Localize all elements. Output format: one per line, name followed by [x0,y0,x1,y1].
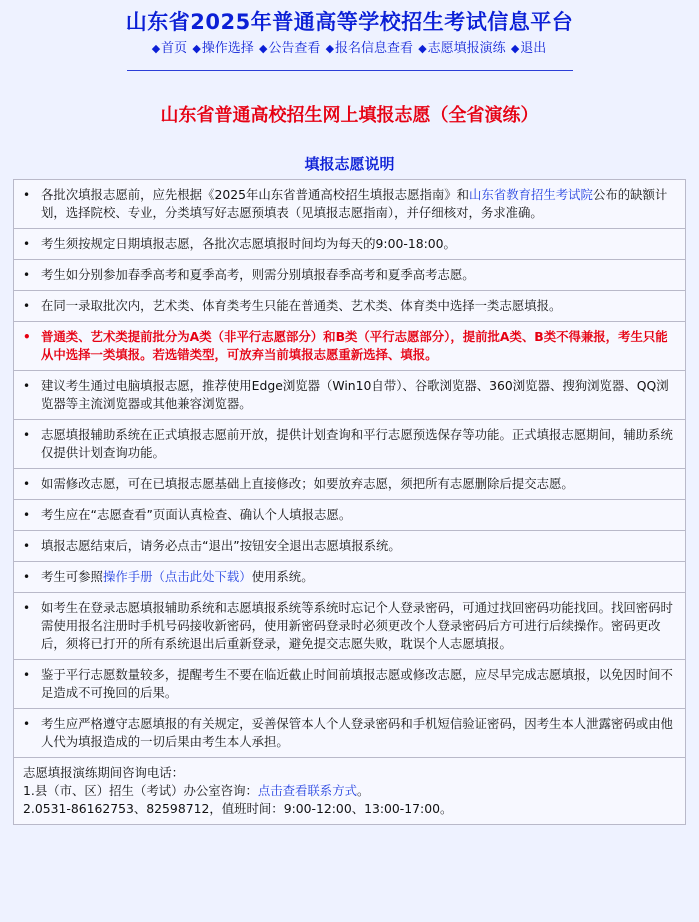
note-text: 在同一录取批次内，艺术类、体育类考生只能在普通类、艺术类、体育类中选择一类志愿填报。 [41,298,562,313]
list-item [23,537,679,555]
list-item [23,715,679,751]
note-text: 鉴于平行志愿数量较多，提醒考生不要在临近截止时间前填报志愿或修改志愿，应尽早完成志愿填报，以免因时间不足造成不可挽回的后果。 [41,667,673,700]
list-item [23,235,679,253]
diamond-icon: ◆ [510,42,520,55]
bullet-icon: • [23,570,31,584]
list-item [23,568,679,586]
diamond-icon: ◆ [258,42,268,55]
bullet-icon: • [23,330,31,344]
note-text: 如需修改志愿，可在已填报志愿基础上直接修改；如要放弃志愿，须把所有志愿删除后提交志愿。 [41,476,574,491]
table-row [14,500,686,531]
bullet-icon: • [23,428,31,442]
note-text: 各批次填报志愿前，应先根据《2025年山东省普通高校招生填报志愿指南》和 [41,187,470,202]
table-row [14,709,686,758]
nav-notice-view[interactable]: 公告查看 [268,41,321,56]
list-item [23,506,679,524]
bullet-icon: • [23,668,31,682]
table-row [14,180,686,229]
note-text: 使用系统。 [251,569,314,584]
list-item [23,599,679,653]
diamond-icon: ◆ [151,42,161,55]
top-nav [0,38,699,60]
list-item [23,377,679,413]
table-row [14,291,686,322]
contact-cell [14,758,686,825]
section-title: 填报志愿说明 [304,155,395,173]
bullet-icon: • [23,539,31,553]
page-title: 山东省普通高校招生网上填报志愿（全省演练） [160,105,539,126]
note-text: 考生应在“志愿查看”页面认真检查、确认个人填报志愿。 [41,507,352,522]
nav-home[interactable]: 首页 [161,41,188,56]
note-text: 考生如分别参加春季高考和夏季高考，则需分别填报春季高考和夏季高考志愿。 [41,267,475,282]
list-item-warning [23,328,679,364]
table-row [14,420,686,469]
diamond-icon: ◆ [192,42,201,55]
note-text: 考生应严格遵守志愿填报的有关规定，妥善保管本人个人登录密码和手机短信验证密码，因考生本人泄露密码或由他人代为填报造成的一切后果由考生本人承担。 [41,716,673,749]
note-text: 考生须按规定日期填报志愿，各批次志愿填报时间均为每天的9:00-18:00。 [41,236,456,251]
list-item [23,266,679,284]
bullet-icon: • [23,717,31,731]
exam-authority-link[interactable]: 山东省教育招生考试院 [469,187,593,202]
contact-line-2: 2.0531-86162753、82598712，值班时间：9:00-12:00、13:00-17:00。 [23,801,453,816]
bullet-icon: • [23,477,31,491]
table-row [14,660,686,709]
note-text: 填报志愿结束后，请务必点击“退出”按钮安全退出志愿填报系统。 [41,538,401,553]
note-text: 志愿填报辅助系统在正式填报志愿前开放，提供计划查询和平行志愿预选保存等功能。正式填报志愿期间，辅助系统仅提供计划查询功能。 [41,427,673,460]
nav-registration-info[interactable]: 报名信息查看 [335,41,414,56]
note-text: 建议考生通过电脑填报志愿，推荐使用Edge浏览器（Win10自带）、谷歌浏览器、360浏览器、搜狗浏览器、QQ浏览器等主流浏览器或其他兼容浏览器。 [41,378,669,411]
table-row [14,260,686,291]
contact-line-1-end: 。 [356,783,370,798]
nav-logout[interactable]: 退出 [520,41,547,56]
table-row [14,229,686,260]
bullet-icon: • [23,188,31,202]
table-row [14,531,686,562]
table-row [14,593,686,660]
contact-heading: 志愿填报演练期间咨询电话： [23,765,185,780]
bullet-icon: • [23,601,31,615]
nav-volunteer-drill[interactable]: 志愿填报演练 [427,41,506,56]
bullet-icon: • [23,508,31,522]
note-text: 考生可参照 [41,569,103,584]
list-item [23,475,679,493]
contact-info-link[interactable]: 点击查看联系方式 [257,783,357,798]
note-text: 如考生在登录志愿填报辅助系统和志愿填报系统等系统时忘记个人登录密码，可通过找回密码功能找回。找回密码时需使用报名注册时手机号码接收新密码，使用新密码登录时必须更改个人登录密码后方可进行后续操作。密码更改后，须将已打开的所有系统退出后重新登录，避免提交志愿失败，耽误个人志愿填报。 [41,600,673,651]
table-row [14,371,686,420]
table-row [14,562,686,593]
bullet-icon: • [23,237,31,251]
header-divider [127,70,573,71]
diamond-icon: ◆ [418,42,427,55]
manual-download-link[interactable]: 操作手册（点击此处下载） [102,569,252,584]
contact-line-1: 1.县（市、区）招生（考试）办公室咨询： [23,783,258,798]
nav-operation-select[interactable]: 操作选择 [201,41,254,56]
list-item [23,297,679,315]
table-row [14,469,686,500]
diamond-icon: ◆ [325,42,335,55]
site-header [0,0,699,71]
table-row [14,322,686,371]
bullet-icon: • [23,299,31,313]
list-item [23,666,679,702]
table-row [14,758,686,825]
site-title: 山东省2025年普通高等学校招生考试信息平台 [125,10,574,34]
bullet-icon: • [23,379,31,393]
bullet-icon: • [23,268,31,282]
note-text: 公布的缺额计划，选择院校、专业，分类填写好志愿预填表（见填报志愿指南），并仔细核对，务求准确。 [41,187,668,220]
list-item [23,186,679,222]
instructions-table [13,179,686,825]
list-item [23,426,679,462]
warning-text: 普通类、艺术类提前批分为A类（非平行志愿部分）和B类（平行志愿部分），提前批A类、B类不得兼报，考生只能从中选择一类填报。若选错类型，可放弃当前填报志愿重新选择、填报。 [41,329,668,362]
